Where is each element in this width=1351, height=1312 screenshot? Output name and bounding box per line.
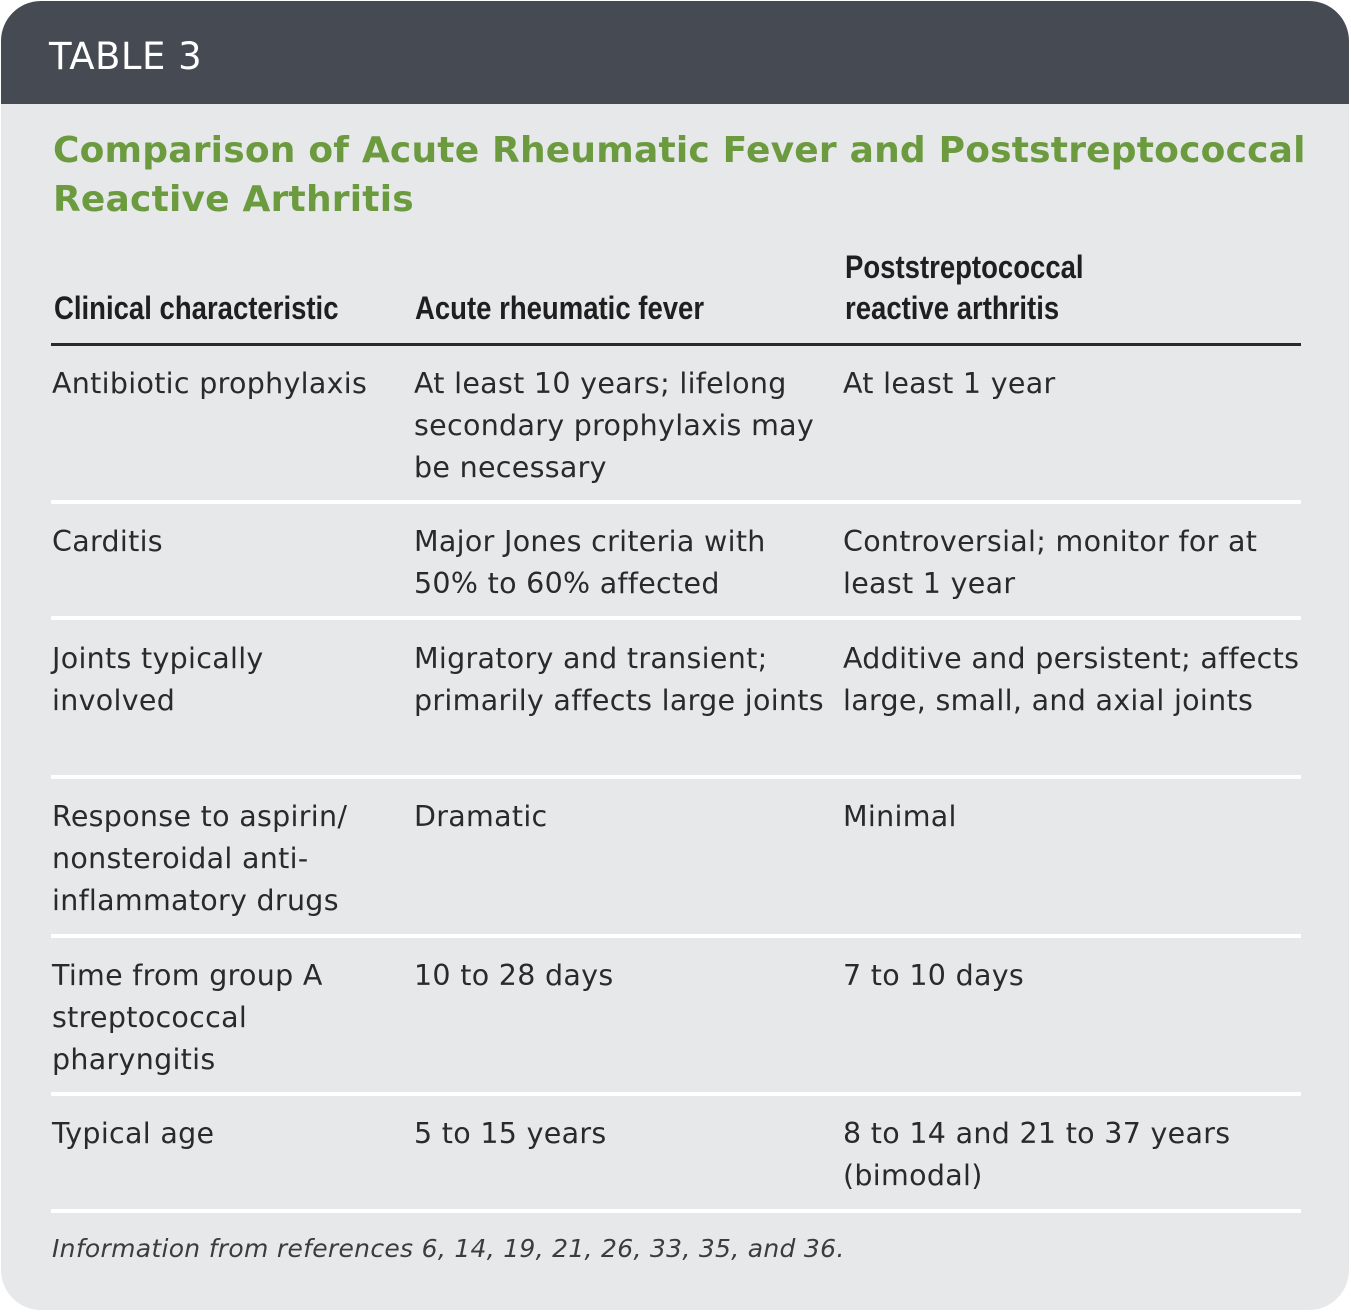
column-header-poststreptococcal-line1: Poststreptococcal <box>845 249 1084 285</box>
row-6-acute-rheumatic-fever: 5 to 15 years <box>414 1117 607 1150</box>
table-number-label: TABLE 3 <box>49 35 203 78</box>
table-bottom-rule <box>51 1209 1301 1213</box>
row-3-poststreptococcal: Additive and persistent; affects large, small, and axial joints <box>843 642 1300 717</box>
row-divider <box>51 775 1301 779</box>
row-divider <box>51 616 1301 620</box>
column-header-acute-rheumatic-fever: Acute rheumatic fever <box>415 290 705 326</box>
row-1-acute-rheumatic-fever: At least 10 years; lifelong secondary prophylaxis may be necessary <box>414 367 815 484</box>
row-divider <box>51 1092 1301 1096</box>
row-3-characteristic: Joints typically involved <box>52 642 264 717</box>
row-divider <box>51 500 1301 504</box>
row-4-acute-rheumatic-fever: Dramatic <box>414 800 548 833</box>
row-3-acute-rheumatic-fever: Migratory and transient; primarily affects large joints <box>414 642 824 717</box>
row-6-characteristic: Typical age <box>52 1117 215 1150</box>
row-4-poststreptococcal: Minimal <box>843 800 957 833</box>
row-5-characteristic: Time from group A streptococcal pharyngitis <box>52 959 323 1076</box>
table-title: Comparison of Acute Rheumatic Fever and Poststreptococcal Reactive Arthritis <box>53 130 1306 220</box>
table-footnote: Information from references 6, 14, 19, 21, 26, 33, 35, and 36. <box>52 1234 845 1263</box>
row-1-characteristic: Antibiotic prophylaxis <box>52 367 368 400</box>
row-4-characteristic: Response to aspirin/ nonsteroidal anti-inflammatory drugs <box>52 800 348 917</box>
header-divider <box>51 343 1301 346</box>
row-2-acute-rheumatic-fever: Major Jones criteria with 50% to 60% affected <box>414 525 766 600</box>
row-divider <box>51 934 1301 938</box>
row-2-characteristic: Carditis <box>52 525 163 558</box>
row-1-poststreptococcal: At least 1 year <box>843 367 1056 400</box>
row-5-poststreptococcal: 7 to 10 days <box>843 959 1025 992</box>
column-header-clinical-characteristic: Clinical characteristic <box>54 290 339 326</box>
row-6-poststreptococcal: 8 to 14 and 21 to 37 years (bimodal) <box>843 1117 1231 1192</box>
column-header-poststreptococcal-line2: reactive arthritis <box>845 290 1060 326</box>
table-card <box>1 1 1349 1310</box>
row-5-acute-rheumatic-fever: 10 to 28 days <box>414 959 614 992</box>
row-2-poststreptococcal: Controversial; monitor for at least 1 year <box>843 525 1258 600</box>
table-header-bar <box>1 1 1349 104</box>
